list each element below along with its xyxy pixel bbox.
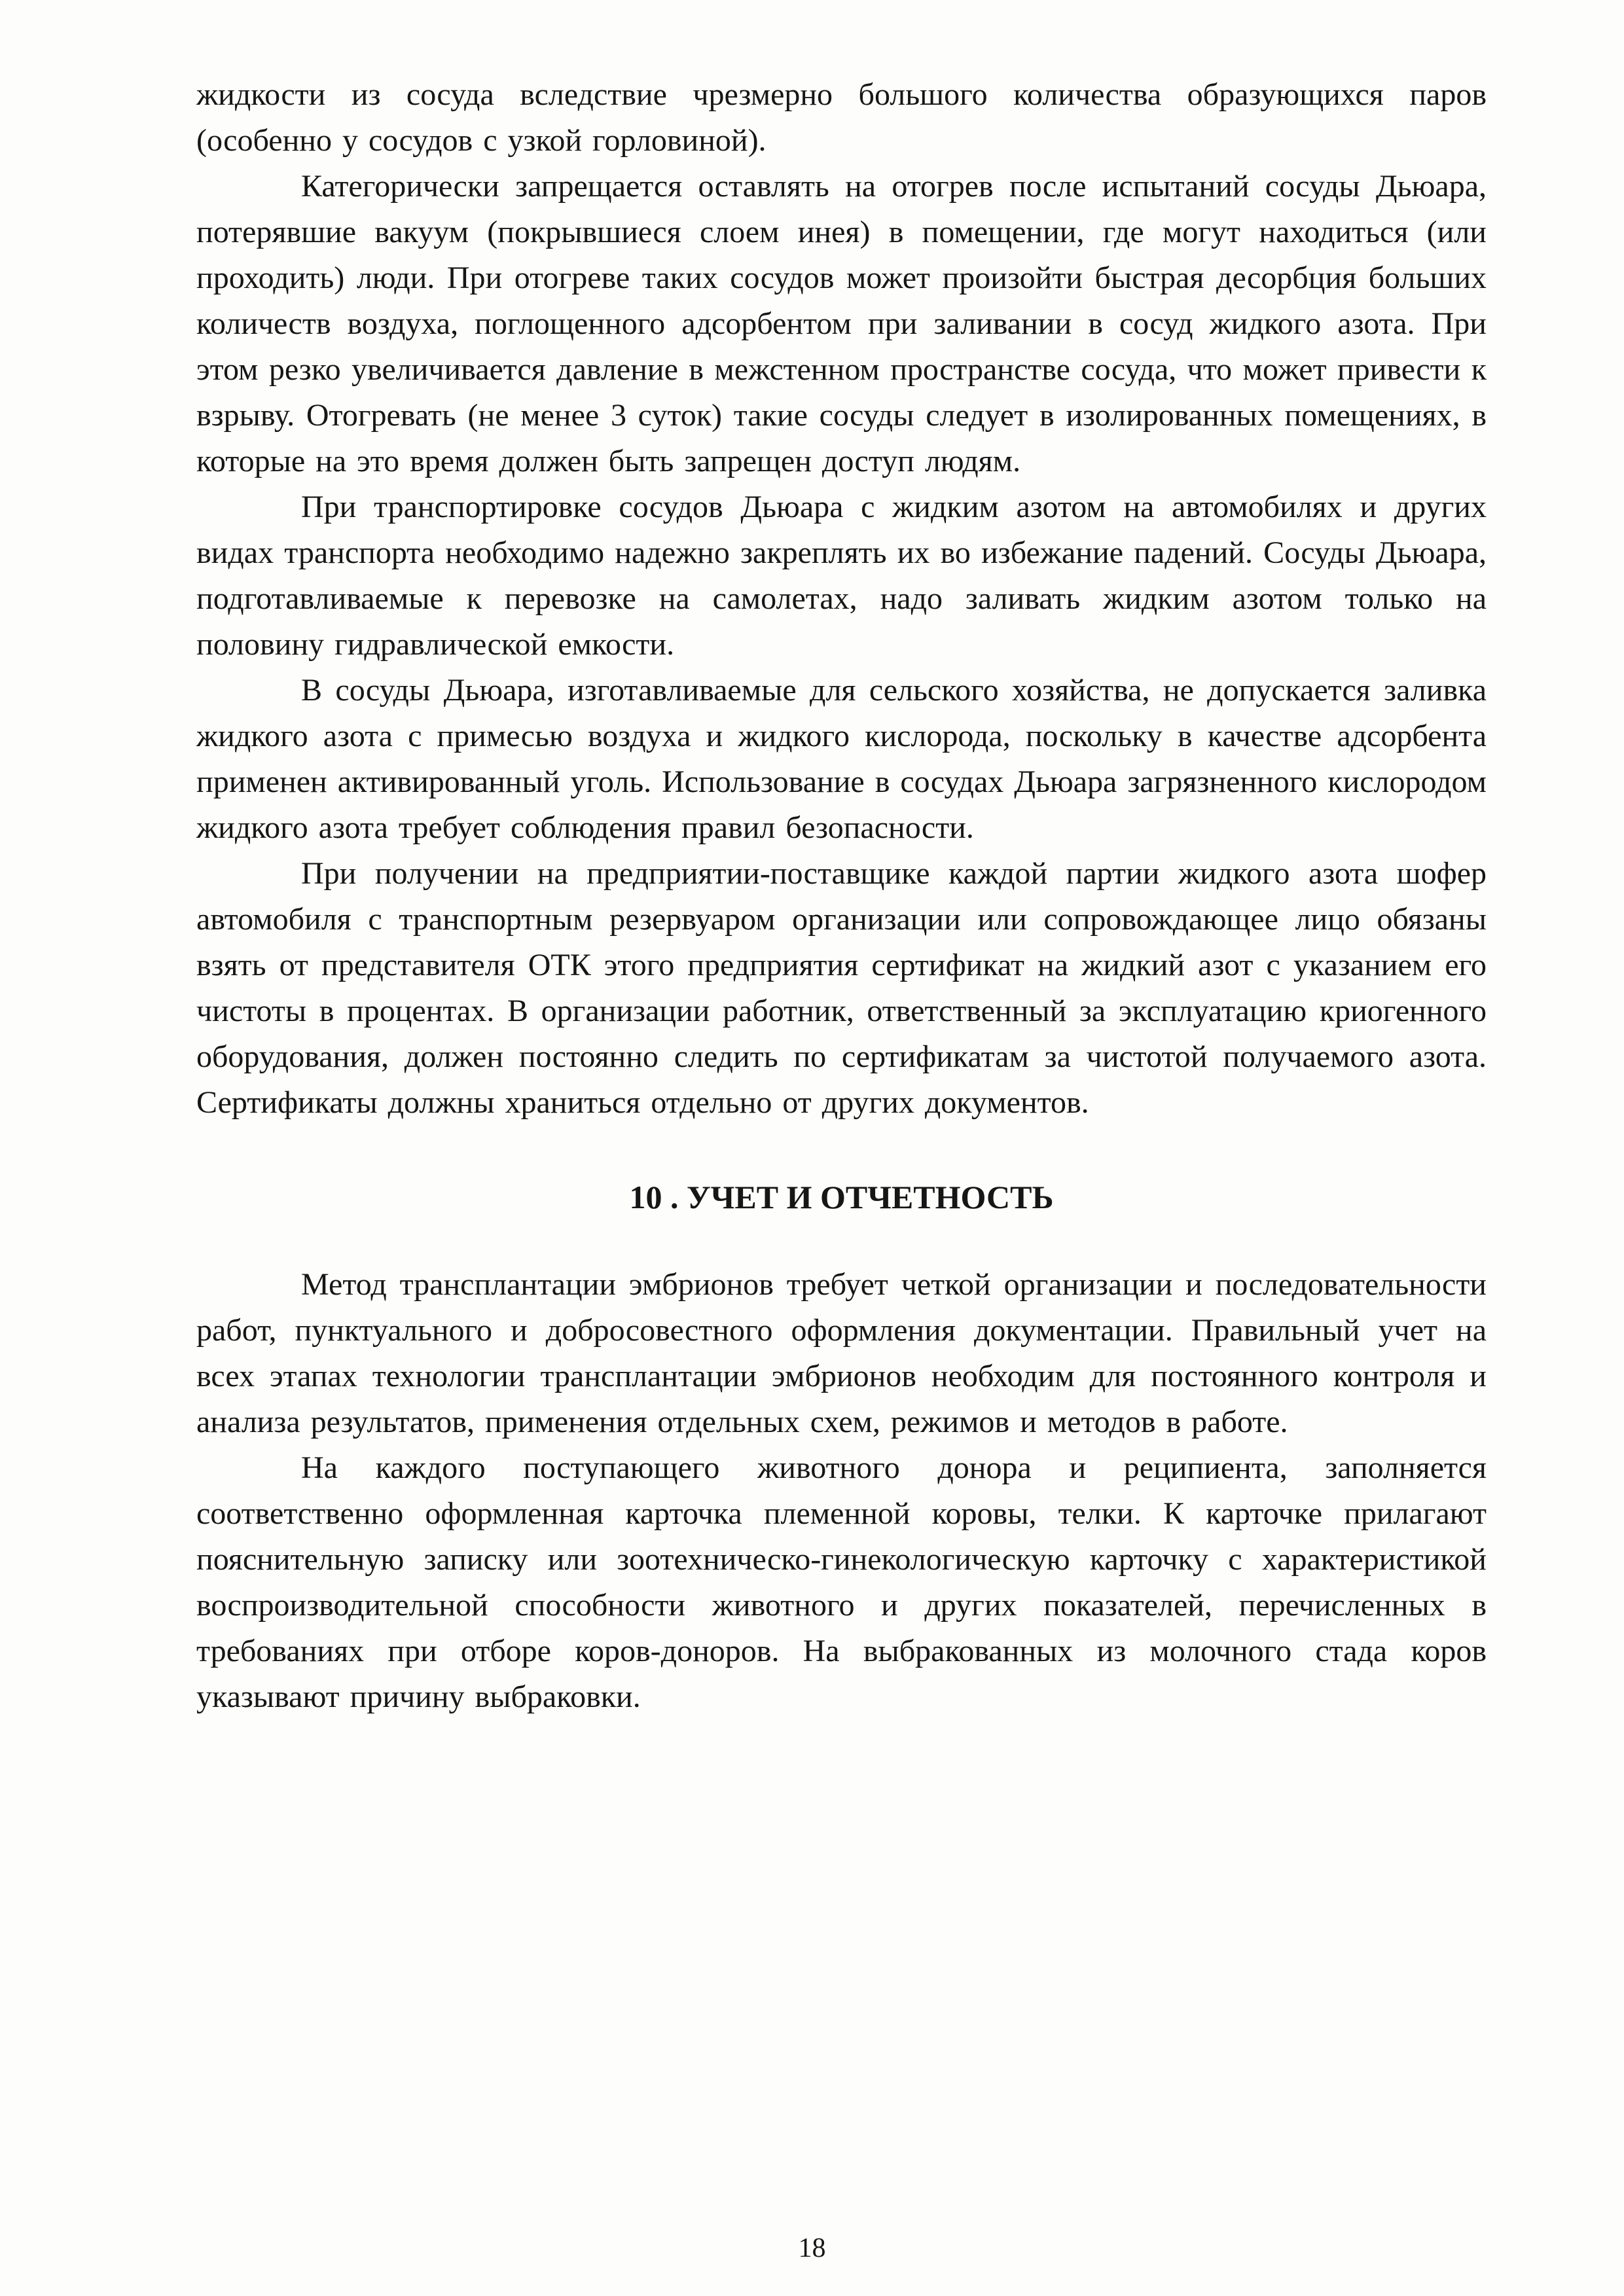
- page-number: 18: [798, 2233, 826, 2263]
- paragraph: В сосуды Дьюара, изготавливаемые для сельского хозяйства, не допускается заливка жидкого азота с примесью воздуха и жидкого кислорода, поскольку в качестве адсорбента применен активированный уголь. Использование в сосудах Дьюара загрязненного кислородом жидкого азота требует соблюдения правил безопасности.: [196, 673, 1487, 845]
- paragraph: жидкости из сосуда вследствие чрезмерно большого количества образующихся паров (особенно у сосудов с узкой горловиной).: [196, 77, 1487, 158]
- paragraph: При получении на предприятии-поставщике каждой партии жидкого азота шофер автомобиля с транспортным резервуаром организации или сопровождающее лицо обязаны взять от представителя ОТК этого предприятия сертификат на жидкий азот с указанием его чистоты в процентах. В организации работник, ответственный за эксплуатацию криогенного оборудования, должен постоянно следить по сертификатам за чистотой получаемого азота. Сертификаты должны храниться отдельно от других документов.: [196, 856, 1487, 1120]
- paragraph: Метод трансплантации эмбрионов требует четкой организации и последовательности работ, пунктуального и добросовестного оформления документации. Правильный учет на всех этапах технологии трансплантации эмбрионов необходим для постоянного контроля и анализа результатов, применения отдельных схем, режимов и методов в работе.: [196, 1267, 1487, 1439]
- paragraph: Категорически запрещается оставлять на отогрев после испытаний сосуды Дьюара, потерявшие вакуум (покрывшиеся слоем инея) в помещении, где могут находиться (или проходить) люди. При отогреве таких сосудов может произойти быстрая десорбция больших количеств воздуха, поглощенного адсорбентом при заливании в сосуд жидкого азота. При этом резко увеличивается давление в межстенном пространстве сосуда, что может привести к взрыву. Отогревать (не менее 3 суток) такие сосуды следует в изолированных помещениях, в которые на это время должен быть запрещен доступ людям.: [196, 169, 1487, 478]
- paragraph: При транспортировке сосудов Дьюара с жидким азотом на автомобилях и других видах транспорта необходимо надежно закреплять их во избежание падений. Сосуды Дьюара, подготавливаемые к перевозке на самолетах, надо заливать жидким азотом только на половину гидравлической емкости.: [196, 490, 1487, 662]
- section-heading: 10 . УЧЕТ И ОТЧЕТНОСТЬ: [629, 1179, 1054, 1215]
- paragraph: На каждого поступающего животного донора и реципиента, заполняется соответственно оформленная карточка племенной коровы, телки. К карточке прилагают пояснительную записку или зоотехническо-гинекологическую карточку с характеристикой воспроизводительной способности животного и других показателей, перечисленных в требованиях при отборе коров-доноров. На выбракованных из молочного стада коров указывают причину выбраковки.: [196, 1450, 1487, 1714]
